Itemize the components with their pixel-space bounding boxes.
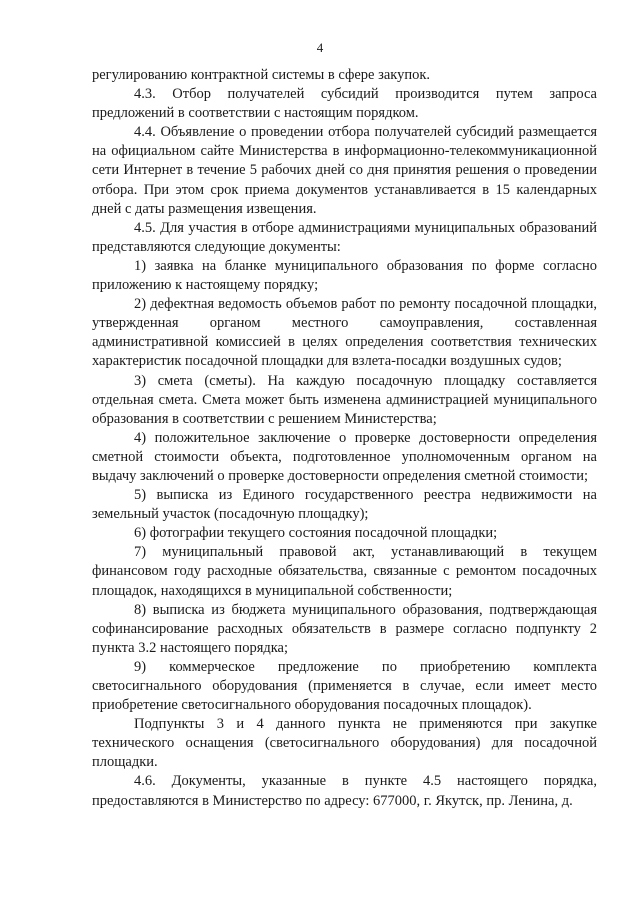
list-item-6: 6) фотографии текущего состояния посадочной площадки; xyxy=(134,525,498,542)
paragraph-4-4: 4.4. Объявление о проведении отбора получателей субсидий размещается на официальном сайте Министерства в информационно-телекоммуникационной сети Интернет в течение 5 рабочих дней со дня принятия решения о проведении отбора. При этом срок приема документов устанавливается в 15 календарных дней с даты размещения извещения. xyxy=(92,124,597,217)
paragraph-4-5: 4.5. Для участия в отборе администрациями муниципальных образований представляются следующие документы: xyxy=(92,219,597,255)
list-item-1: 1) заявка на бланке муниципального образования по форме согласно приложению к настоящему порядку; xyxy=(92,257,597,294)
list-item-2: 2) дефектная ведомость объемов работ по ремонту посадочной площадки, утвержденная органом местного самоуправления, составленная административной комиссией в целях определения соответствия технических характеристик посадочной площадки для взлета-посадки воздушных судов; xyxy=(92,296,597,370)
paragraph-continuation: регулированию контрактной системы в сфере закупок. xyxy=(92,67,431,83)
list-item-8: 8) выписка из бюджета муниципального образования, подтверждающая софинансирование расходных обязательств в размере согласно подпункту 2 пункта 3.2 настоящего порядка; xyxy=(92,601,597,656)
list-item-7: 7) муниципальный правовой акт, устанавливающий в текущем финансовом году расходные обязательства, связанные с ремонтом посадочных площадок, находящихся в муниципальной собственности; xyxy=(92,544,597,599)
page-number: 4 xyxy=(316,40,324,55)
paragraph-4-3: 4.3. Отбор получателей субсидий производится путем запроса предложений в соответствии с настоящим порядком. xyxy=(92,86,597,122)
list-item-4: 4) положительное заключение о проверке достоверности определения сметной стоимости объекта, подготовленное уполномоченным органом на выдачу заключений о проверке достоверности определения сметной стоимости; xyxy=(92,429,597,484)
list-item-9: 9) коммерческое предложение по приобретению комплекта светосигнального оборудования (применяется в случае, если имеет место приобретение светосигнального оборудования посадочных площадок). xyxy=(92,658,597,714)
list-item-3: 3) смета (сметы). На каждую посадочную площадку составляется отдельная смета. Смета может быть изменена администрацией муниципального образования в соответствии с решением Министерства; xyxy=(92,372,597,427)
list-item-5: 5) выписка из Единого государственного реестра недвижимости на земельный участок (посадочную площадку); xyxy=(92,487,597,523)
document-body xyxy=(92,66,597,811)
paragraph-4-6: 4.6. Документы, указанные в пункте 4.5 настоящего порядка, предоставляются в Министерство по адресу: 677000, г. Якутск, пр. Ленина, д. xyxy=(92,773,597,809)
paragraph-note: Подпункты 3 и 4 данного пункта не применяются при закупке технического оснащения (светосигнального оборудования) для посадочной площадки. xyxy=(92,716,597,771)
